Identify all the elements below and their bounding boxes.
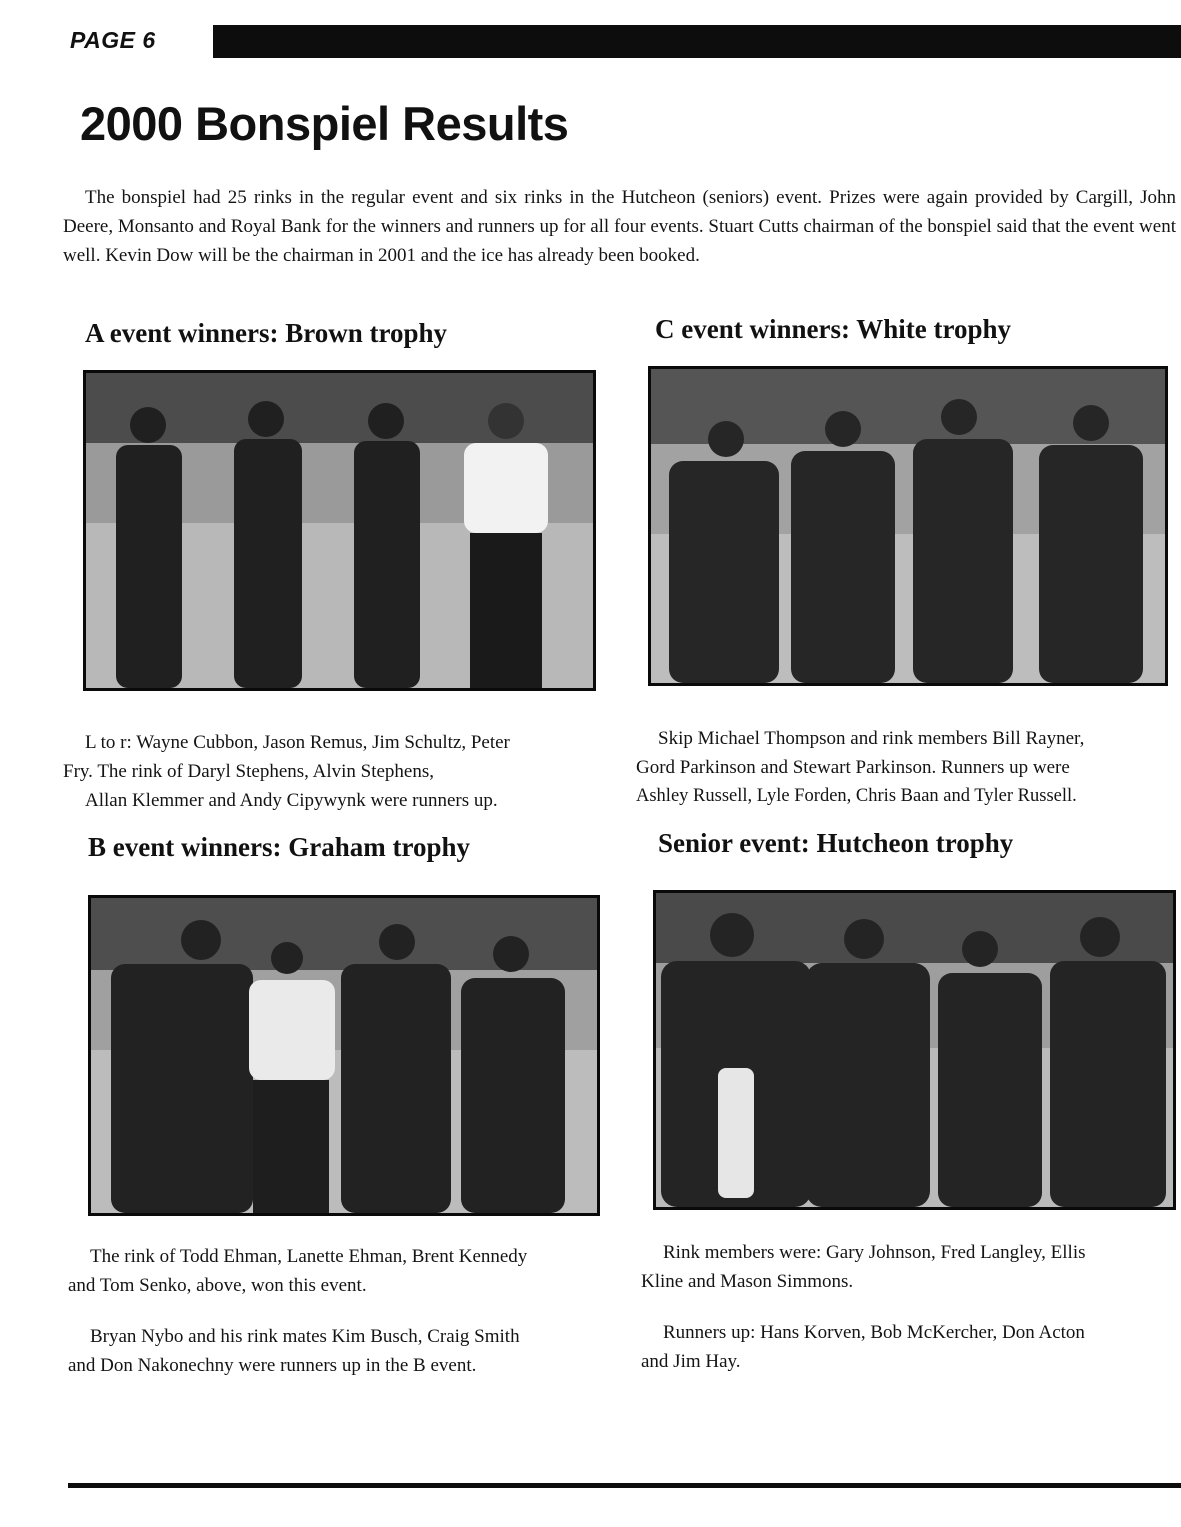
a-event-photo (83, 370, 596, 691)
a-event-caption-line2: Fry. The rink of Daryl Stephens, Alvin Stephens, (63, 761, 434, 782)
c-event-caption-line1: Skip Michael Thompson and rink members Bill Rayner, (658, 728, 1085, 749)
intro-paragraph: The bonspiel had 25 rinks in the regular event and six rinks in the Hutcheon (seniors) event. Prizes were again provided by Cargill, John Deere, Monsanto and Royal Bank for the winners and runners up for all four events. Stuart Cutts chairman of the bonspiel said that the event went well. Kevin Dow will be the chairman in 2001 and the ice has already been booked. (63, 187, 1176, 266)
senior-event-caption1-line1: Rink members were: Gary Johnson, Fred Langley, Ellis (663, 1242, 1086, 1263)
a-event-caption-line1: L to r: Wayne Cubbon, Jason Remus, Jim Schultz, Peter (85, 732, 510, 753)
b-event-caption2-line1: Bryan Nybo and his rink mates Kim Busch, Craig Smith (90, 1326, 520, 1347)
footer-rule (68, 1483, 1181, 1488)
b-event-caption1-line1: The rink of Todd Ehman, Lanette Ehman, Brent Kennedy (90, 1246, 528, 1267)
page-title: 2000 Bonspiel Results (80, 97, 569, 150)
a-event-caption (63, 728, 623, 815)
b-event-caption2-line2: and Don Nakonechny were runners up in the B event. (68, 1355, 477, 1376)
senior-event-heading: Senior event: Hutcheon trophy (658, 828, 1014, 858)
c-event-heading: C event winners: White trophy (655, 314, 1011, 344)
senior-event-photo (653, 890, 1176, 1210)
b-event-caption-winners (68, 1242, 628, 1300)
senior-event-caption-winners (641, 1238, 1181, 1296)
b-event-photo (88, 895, 600, 1216)
c-event-caption-line2: Gord Parkinson and Stewart Parkinson. Runners up were (636, 757, 1070, 778)
senior-event-caption1-line2: Kline and Mason Simmons. (641, 1271, 854, 1292)
c-event-photo (648, 366, 1168, 686)
c-event-caption (636, 724, 1181, 811)
a-event-heading: A event winners: Brown trophy (85, 318, 448, 348)
senior-event-caption-runners-up (641, 1318, 1181, 1376)
a-event-caption-line3: Allan Klemmer and Andy Cipywynk were runners up. (85, 790, 498, 811)
b-event-caption-runners-up (68, 1322, 628, 1380)
c-event-caption-line3: Ashley Russell, Lyle Forden, Chris Baan and Tyler Russell. (636, 786, 1077, 806)
senior-event-caption2-line1: Runners up: Hans Korven, Bob McKercher, Don Acton (663, 1322, 1085, 1343)
b-event-caption1-line2: and Tom Senko, above, won this event. (68, 1275, 367, 1296)
senior-event-caption2-line2: and Jim Hay. (641, 1351, 741, 1372)
header-bar (213, 25, 1181, 58)
b-event-heading: B event winners: Graham trophy (88, 832, 470, 862)
page-label: PAGE 6 (70, 27, 156, 53)
